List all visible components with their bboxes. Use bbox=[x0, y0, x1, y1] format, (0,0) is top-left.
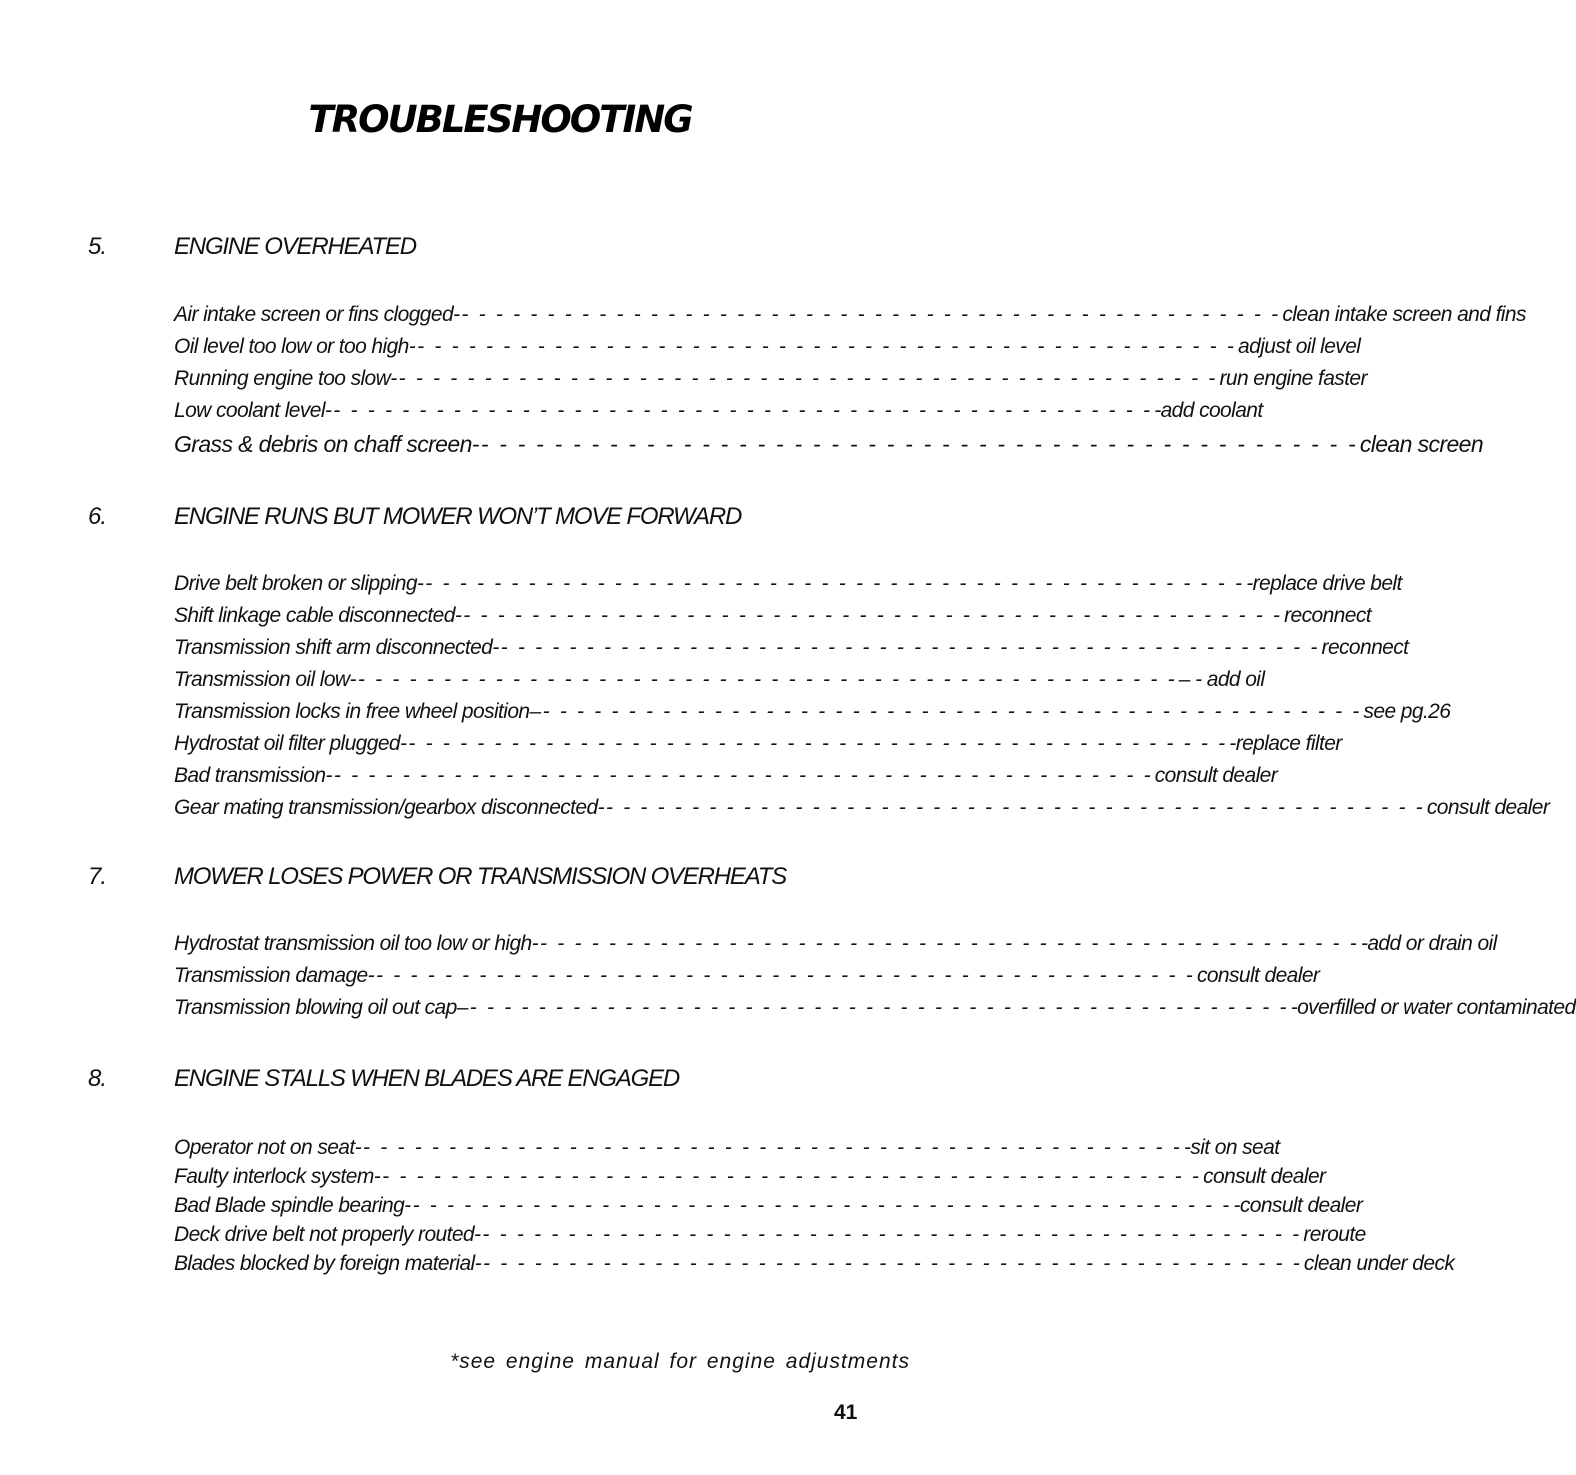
dot-leader: - - - - - - - - - - - - - - - - - - - - - - - - - - - - - - - - - - - - - - - - - - - - - - - - bbox=[382, 1165, 1202, 1188]
dot-leader: - - - - - - - - - - - - - - - - - - - - - - - - - - - - - - - - - - - - - - - - - - - - - - - - bbox=[542, 700, 1362, 723]
section-heading: ENGINE OVERHEATED bbox=[174, 233, 416, 260]
section-header bbox=[0, 503, 954, 533]
dot-leader: - - - - - - - - - - - - - - - - - - - - - - - - - - - - - - - - - - - - - - - - - - - - - - - - bbox=[412, 1194, 1232, 1217]
cause-text: Hydrostat transmission oil too low or high- bbox=[174, 932, 539, 955]
section-number: 8. bbox=[88, 1065, 107, 1092]
remedy-text: -replace filter bbox=[1229, 732, 1342, 755]
cause-text: Transmission locks in free wheel position– bbox=[174, 700, 541, 723]
list-item bbox=[174, 636, 1409, 668]
cause-text: Transmission damage- bbox=[174, 964, 375, 987]
cause-text: Gear mating transmission/gearbox disconnected- bbox=[174, 796, 604, 819]
section-engine-runs-no-move bbox=[0, 503, 1550, 819]
dot-leader: - - - - - - - - - - - - - - - - - - - - - - - - - - - - - - - - - - - - - - - - - - - - - - - - bbox=[461, 303, 1281, 326]
cause-text: Oil level too low or too high- bbox=[174, 335, 416, 358]
section-number: 5. bbox=[88, 233, 107, 260]
remedy-text: -add coolant bbox=[1154, 399, 1263, 422]
list-item bbox=[174, 399, 1263, 431]
remedy-text: adjust oil level bbox=[1238, 335, 1361, 358]
dot-leader: - - - - - - - - - - - - - - - - - - - - - - - - - - - - - - - - - - - - - - - - - - - - - - - - bbox=[357, 668, 1177, 691]
remedy-text: consult dealer bbox=[1154, 764, 1278, 787]
cause-text: Transmission shift arm disconnected- bbox=[174, 636, 499, 659]
list-item bbox=[174, 604, 1371, 636]
remedy-text: clean under deck bbox=[1303, 1252, 1455, 1275]
remedy-text: -replace drive belt bbox=[1246, 572, 1402, 595]
dot-leader: - - - - - - - - - - - - - - - - - - - - - - - - - - - - - - - - - - - - - - - - - - - - - - - - bbox=[408, 732, 1228, 755]
troubleshooting-list bbox=[174, 572, 1550, 828]
remedy-text: consult dealer bbox=[1196, 964, 1320, 987]
list-item bbox=[174, 996, 1576, 1028]
cause-text: Faulty interlock system- bbox=[174, 1165, 381, 1188]
cause-text: Shift linkage cable disconnected- bbox=[174, 604, 462, 627]
cause-text: Drive belt broken or slipping- bbox=[174, 572, 424, 595]
cause-text: Bad transmission- bbox=[174, 764, 332, 787]
dot-leader: - - - - - - - - - - - - - - - - - - - - - - - - - - - - - - - - - - - - - - - - - - - - - - - - bbox=[500, 636, 1320, 659]
cause-text: Operator not on seat- bbox=[174, 1136, 362, 1159]
cause-text: Grass & debris on chaff screen- bbox=[174, 431, 479, 457]
dot-leader: - - - - - - - - - - - - - - - - - - - - - - - - - - - - - - - - - - - - - - - - - - - - - - - - bbox=[398, 367, 1218, 390]
section-mower-loses-power bbox=[0, 863, 1576, 1019]
remedy-text: – - add oil bbox=[1178, 668, 1265, 691]
cause-text: Air intake screen or fins clogged- bbox=[174, 303, 460, 326]
list-item bbox=[174, 1136, 1280, 1165]
list-item bbox=[174, 1165, 1326, 1194]
section-heading: MOWER LOSES POWER OR TRANSMISSION OVERHEATS bbox=[174, 863, 787, 890]
section-engine-stalls bbox=[0, 1065, 1455, 1275]
section-header bbox=[0, 233, 954, 263]
section-header bbox=[0, 863, 954, 893]
list-item bbox=[174, 700, 1451, 732]
section-heading: ENGINE RUNS BUT MOWER WON’T MOVE FORWARD bbox=[174, 503, 742, 530]
section-header bbox=[0, 1065, 954, 1095]
section-heading: ENGINE STALLS WHEN BLADES ARE ENGAGED bbox=[174, 1065, 680, 1092]
dot-leader: - - - - - - - - - - - - - - - - - - - - - - - - - - - - - - - - - - - - - - - - - - - - - - - - bbox=[469, 996, 1289, 1019]
list-item bbox=[174, 668, 1265, 700]
list-item bbox=[174, 932, 1497, 964]
remedy-text: -add or drain oil bbox=[1360, 932, 1497, 955]
troubleshooting-list bbox=[174, 932, 1576, 1028]
remedy-text: consult dealer bbox=[1203, 1165, 1326, 1188]
remedy-text: clean intake screen and fins bbox=[1282, 303, 1526, 326]
cause-text: Bad Blade spindle bearing- bbox=[174, 1194, 411, 1217]
list-item bbox=[174, 1223, 1366, 1252]
list-item bbox=[174, 796, 1550, 828]
dot-leader: - - - - - - - - - - - - - - - - - - - - - - - - - - - - - - - - - - - - - - - - - - - - - - - - bbox=[363, 1136, 1182, 1159]
dot-leader: - - - - - - - - - - - - - - - - - - - - - - - - - - - - - - - - - - - - - - - - - - - - - - - - bbox=[483, 1252, 1302, 1275]
remedy-text: -overfilled or water contaminated bbox=[1290, 996, 1576, 1019]
remedy-text: consult dealer bbox=[1426, 796, 1550, 819]
dot-leader: - - - - - - - - - - - - - - - - - - - - - - - - - - - - - - - - - - - - - - - - - - - - - - - - bbox=[605, 796, 1425, 819]
remedy-text: see pg.26 bbox=[1363, 700, 1451, 723]
cause-text: Transmission blowing oil out cap– bbox=[174, 996, 468, 1019]
page-title: TROUBLESHOOTING bbox=[308, 98, 692, 141]
cause-text: Deck drive belt not properly routed- bbox=[174, 1223, 481, 1246]
dot-leader: - - - - - - - - - - - - - - - - - - - - - - - - - - - - - - - - - - - - - - - - - - - - - - - - bbox=[463, 604, 1283, 627]
list-item bbox=[174, 572, 1402, 604]
dot-leader: - - - - - - - - - - - - - - - - - - - - - - - - - - - - - - - - - - - - - - - - - - - - - - - - bbox=[333, 764, 1153, 787]
cause-text: Hydrostat oil filter plugged- bbox=[174, 732, 407, 755]
remedy-text: reconnect bbox=[1321, 636, 1409, 659]
list-item bbox=[174, 964, 1320, 996]
section-number: 6. bbox=[88, 503, 107, 530]
section-number: 7. bbox=[88, 863, 107, 890]
list-item bbox=[174, 431, 1484, 463]
list-item bbox=[174, 764, 1278, 796]
dot-leader: - - - - - - - - - - - - - - - - - - - - - - - - - - - - - - - - - - - - - - - - - - - - - - - - bbox=[480, 431, 1358, 457]
remedy-text: reroute bbox=[1303, 1223, 1366, 1246]
troubleshooting-list bbox=[174, 303, 1526, 463]
footnote: *see engine manual for engine adjustments bbox=[450, 1350, 910, 1373]
dot-leader: - - - - - - - - - - - - - - - - - - - - - - - - - - - - - - - - - - - - - - - - - - - - - - - - bbox=[333, 399, 1153, 422]
dot-leader: - - - - - - - - - - - - - - - - - - - - - - - - - - - - - - - - - - - - - - - - - - - - - - - - bbox=[540, 932, 1359, 955]
troubleshooting-list bbox=[174, 1136, 1455, 1281]
list-item bbox=[174, 1194, 1363, 1223]
page-number: 41 bbox=[834, 1401, 858, 1424]
dot-leader: - - - - - - - - - - - - - - - - - - - - - - - - - - - - - - - - - - - - - - - - - - - - - - - - bbox=[417, 335, 1237, 358]
remedy-text: reconnect bbox=[1284, 604, 1371, 627]
remedy-text: run engine faster bbox=[1219, 367, 1367, 390]
remedy-text: clean screen bbox=[1359, 431, 1484, 457]
dot-leader: - - - - - - - - - - - - - - - - - - - - - - - - - - - - - - - - - - - - - - - - - - - - - - - - bbox=[425, 572, 1245, 595]
list-item bbox=[174, 335, 1361, 367]
cause-text: Low coolant level- bbox=[174, 399, 332, 422]
cause-text: Blades blocked by foreign material- bbox=[174, 1252, 482, 1275]
list-item bbox=[174, 303, 1526, 335]
dot-leader: - - - - - - - - - - - - - - - - - - - - - - - - - - - - - - - - - - - - - - - - - - - - - - - - bbox=[482, 1223, 1302, 1246]
list-item bbox=[174, 1252, 1455, 1281]
list-item bbox=[174, 732, 1342, 764]
list-item bbox=[174, 367, 1367, 399]
section-engine-overheated bbox=[0, 233, 1526, 457]
remedy-text: -sit on seat bbox=[1183, 1136, 1280, 1159]
cause-text: Transmission oil low- bbox=[174, 668, 356, 691]
remedy-text: -consult dealer bbox=[1233, 1194, 1363, 1217]
dot-leader: - - - - - - - - - - - - - - - - - - - - - - - - - - - - - - - - - - - - - - - - - - - - - - - - bbox=[376, 964, 1195, 987]
cause-text: Running engine too slow- bbox=[174, 367, 397, 390]
